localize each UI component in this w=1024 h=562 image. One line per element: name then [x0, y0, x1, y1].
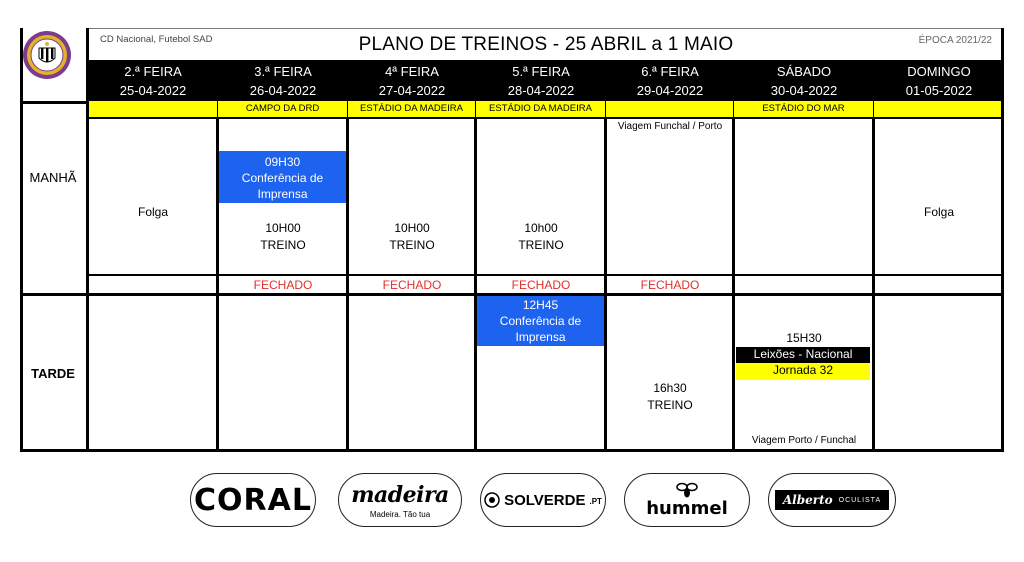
day-off-monday: Folga: [137, 205, 169, 219]
press-time: 12H45: [522, 298, 559, 312]
day-name: 2.ª FEIRA: [124, 64, 182, 79]
training-label: TREINO: [647, 398, 693, 412]
day-date: 01-05-2022: [905, 83, 973, 98]
hummel-bee-icon: [676, 482, 698, 498]
period-afternoon: TARDE: [31, 366, 75, 381]
match-time: 15H30: [786, 331, 822, 345]
grid-line: [86, 28, 89, 452]
page-title: PLANO DE TREINOS - 25 ABRIL a 1 MAIO: [358, 34, 734, 55]
day-off-sunday: Folga: [923, 205, 955, 219]
grid-line: [346, 117, 349, 452]
day-header-friday: [606, 60, 734, 101]
day-name: 3.ª FEIRA: [254, 64, 312, 79]
venue-friday: [606, 101, 734, 117]
training-plan-sheet: [20, 28, 1004, 452]
training-label: TREINO: [518, 238, 564, 252]
club-name: CD Nacional, Futebol SAD: [100, 34, 213, 45]
solverde-sun-icon: [484, 492, 500, 508]
sponsor-coral: [190, 473, 316, 527]
venue-monday: [88, 101, 218, 117]
day-header-monday: [88, 60, 218, 101]
title-row: [88, 28, 1004, 60]
training-label: TREINO: [260, 238, 306, 252]
grid-line: [20, 28, 23, 452]
press-label: Conferência de Imprensa: [499, 314, 582, 344]
day-name: 5.ª FEIRA: [512, 64, 570, 79]
travel-friday: Viagem Funchal / Porto: [617, 121, 723, 132]
grid-line: [88, 117, 1004, 119]
grid-line: [1001, 28, 1004, 452]
day-header-tuesday: [218, 60, 348, 101]
closed-wednesday: FECHADO: [382, 278, 442, 292]
season-label: ÉPOCA 2021/22: [918, 35, 992, 46]
sponsor-alberto-oculista: [768, 473, 896, 527]
training-label: TREINO: [389, 238, 435, 252]
venue-thursday: ESTÁDIO DA MADEIRA: [476, 101, 606, 117]
grid-line: [20, 449, 1004, 452]
grid-line: [20, 101, 88, 104]
sponsor-hummel-text: hummel: [646, 497, 728, 519]
press-conference-thursday: [477, 296, 604, 346]
grid-line: [732, 117, 735, 452]
grid-line: [216, 117, 219, 452]
sponsor-solverde-suffix: .PT: [589, 496, 602, 506]
day-header-saturday: [734, 60, 874, 101]
day-header-sunday: [874, 60, 1004, 101]
grid-line: [20, 293, 1004, 296]
sponsor-solverde-text: SOLVERDE: [504, 491, 586, 509]
club-crest-logo: [22, 28, 72, 82]
day-date: 26-04-2022: [249, 83, 317, 98]
press-label: Conferência de Imprensa: [241, 171, 324, 201]
training-time: 10H00: [265, 221, 301, 235]
venue-wednesday: ESTÁDIO DA MADEIRA: [348, 101, 476, 117]
sponsor-hummel: [624, 473, 750, 527]
closed-tuesday: FECHADO: [253, 278, 313, 292]
training-tuesday: [218, 220, 348, 254]
sponsor-alberto-text: Alberto: [782, 493, 833, 507]
training-time: 10H00: [394, 221, 430, 235]
training-wednesday: [348, 220, 476, 254]
press-time: 09H30: [264, 155, 301, 169]
sponsor-madeira: [338, 473, 462, 527]
day-date: 28-04-2022: [507, 83, 575, 98]
sponsor-solverde: [480, 473, 606, 527]
grid-line: [88, 274, 1004, 276]
day-date: 27-04-2022: [378, 83, 446, 98]
day-name: 6.ª FEIRA: [641, 64, 699, 79]
venue-tuesday: CAMPO DA DRD: [218, 101, 348, 117]
day-date: 30-04-2022: [770, 83, 838, 98]
venue-sunday: [874, 101, 1004, 117]
sponsor-coral-text: CORAL: [194, 482, 312, 518]
day-header-thursday: [476, 60, 606, 101]
day-name: SÁBADO: [776, 64, 832, 79]
venue-saturday: ESTÁDIO DO MAR: [734, 101, 874, 117]
day-header-wednesday: [348, 60, 476, 101]
training-friday-afternoon: [606, 380, 734, 414]
sponsor-madeira-text: madeira: [351, 481, 449, 508]
closed-friday: FECHADO: [640, 278, 700, 292]
day-name: DOMINGO: [907, 64, 971, 79]
sponsor-alberto-sub: OCULISTA: [838, 496, 882, 504]
match-round: Jornada 32: [736, 363, 870, 380]
training-time: 16h30: [653, 381, 687, 395]
day-date: 25-04-2022: [119, 83, 187, 98]
training-time: 10h00: [524, 221, 558, 235]
grid-line: [474, 117, 477, 452]
press-conference-tuesday: [219, 151, 346, 203]
training-thursday: [476, 220, 606, 254]
grid-line: [604, 117, 607, 452]
grid-line: [872, 117, 875, 452]
period-morning: MANHÃ: [29, 170, 77, 185]
day-date: 29-04-2022: [636, 83, 704, 98]
day-name: 4ª FEIRA: [385, 64, 439, 79]
match-fixture: Leixões - Nacional: [736, 347, 870, 363]
closed-thursday: FECHADO: [511, 278, 571, 292]
sponsor-madeira-tagline: Madeira. Tão tua: [369, 509, 431, 519]
travel-saturday: Viagem Porto / Funchal: [751, 435, 857, 446]
